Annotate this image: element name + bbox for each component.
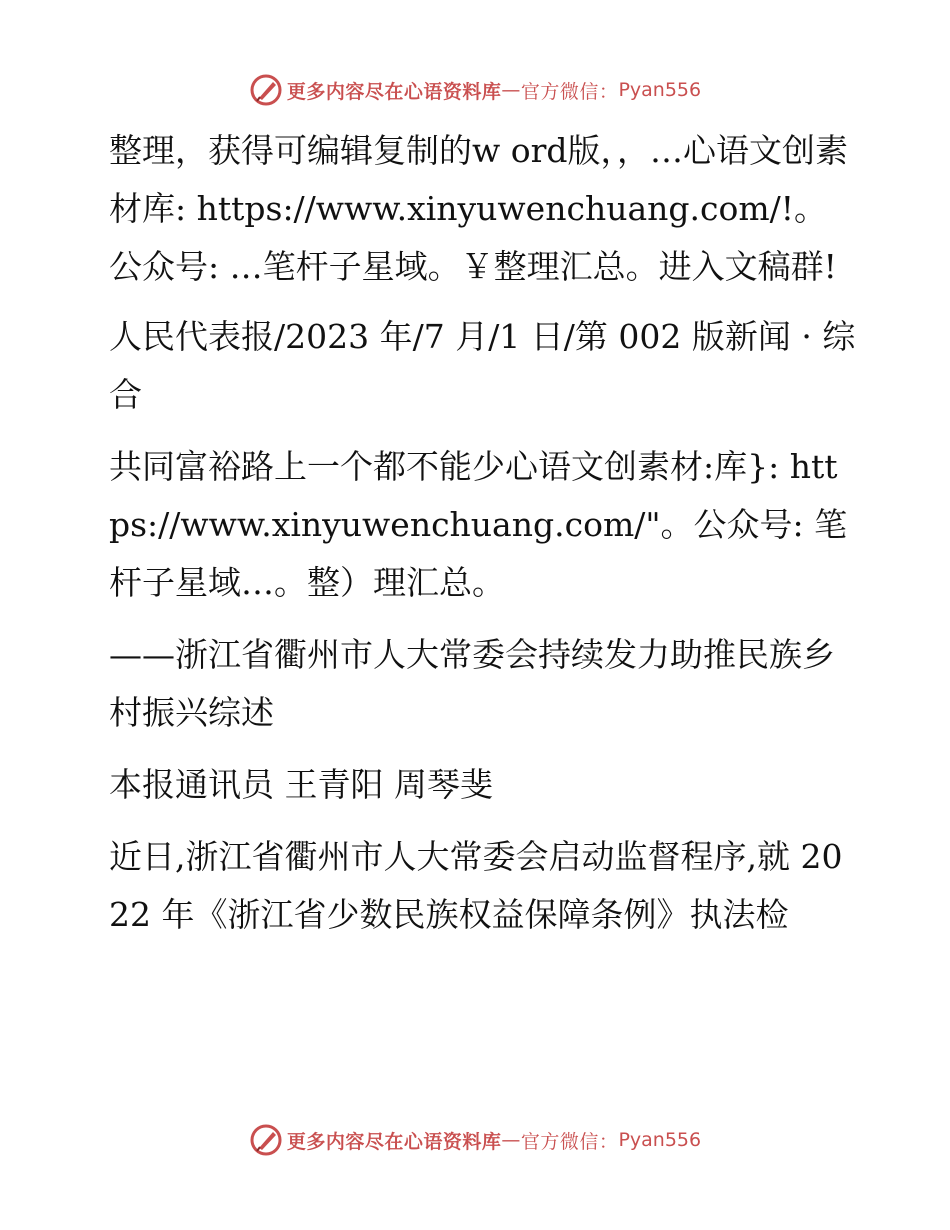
banner-main-text: 更多内容尽在心语资料库 [286,80,502,103]
banner-separator: — [501,1129,521,1151]
document-body [97,122,857,958]
banner-wechat-label: 官方微信： [520,1130,619,1153]
footer-watermark-banner [0,1122,950,1158]
paragraph-body: 近日,浙江省衢州市人大常委会启动监督程序,就 2022 年《浙江省少数民族权益保障条例》执法检 [109,837,843,934]
paragraph-source: 人民代表报/2023 年/7 月/1 日/第 002 版新闻 · 综合 [109,317,856,414]
quill-pen-icon [249,73,283,107]
paragraph-byline: 本报通讯员 王青阳 周琴斐 [109,765,493,804]
banner-wechat-id: Pyan556 [618,1129,702,1151]
banner-separator: — [501,79,521,101]
quill-pen-icon [249,1123,283,1157]
banner-main-text: 更多内容尽在心语资料库 [286,1130,502,1153]
paragraph-subtitle: ——浙江省衢州市人大常委会持续发力助推民族乡村振兴综述 [109,635,835,732]
header-watermark-banner [0,72,950,108]
banner-wechat-id: Pyan556 [618,79,702,101]
banner-wechat-label: 官方微信： [520,80,619,103]
paragraph-title: 共同富裕路上一个都不能少心语文创素材:库}: https://www.xinyuwenchuang.com/"。公众号: 笔杆子星域…。整）理汇总。 [109,447,848,602]
paragraph-intro: 整理，获得可编辑复制的w ord版，，…心语文创素材库: https://www.xinyuwenchuang.com/!。公众号: …笔杆子星域。￥整理汇总。进入文稿群! [109,131,849,286]
